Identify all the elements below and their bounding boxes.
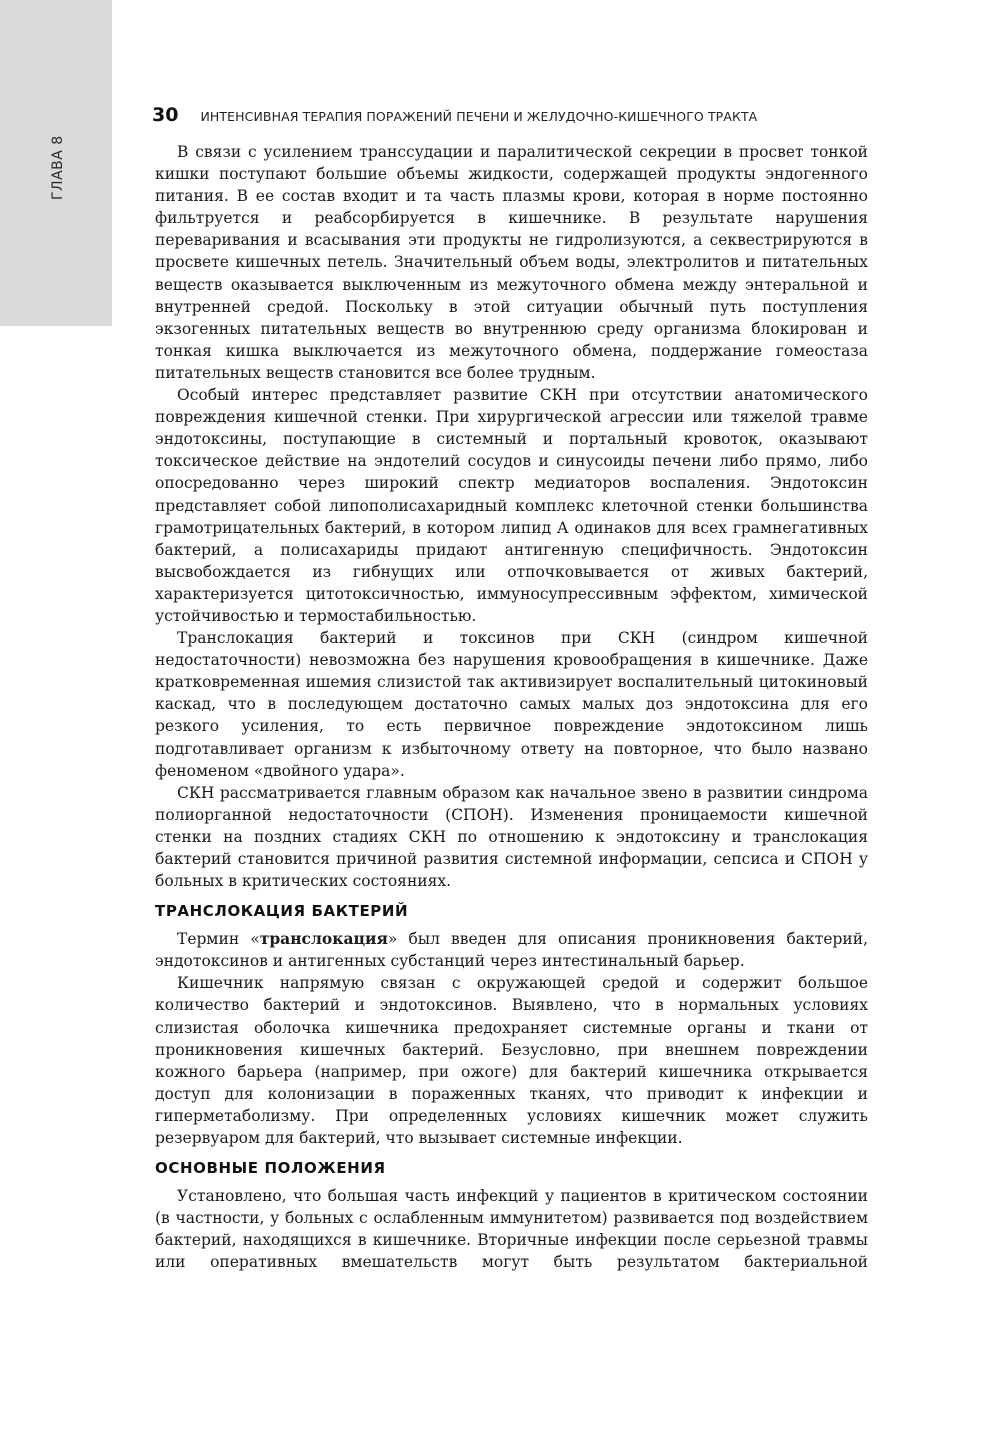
text-run: » был введен для описания проникновения бактерий, эндотоксинов и антигенных субстанций через интестинальный барьер.: [155, 930, 868, 971]
chapter-label: ГЛАВА 8: [50, 135, 66, 200]
paragraph: СКН рассматривается главным образом как начальное звено в развитии синдрома полиорганной недостаточности (СПОН). Изменения проницаемости кишечной стенки на поздних стадиях СКН по отношению к эндотоксину и транслокация бактерий становится причиной развития системной информации, сепсиса и СПОН у больных в критических состояниях.: [155, 783, 868, 891]
paragraph: Особый интерес представляет развитие СКН при отсутствии анатомического повреждения кишечной стенки. При хирургической агрессии или тяжелой травме эндотоксины, поступающие в системный и портальный кровоток, оказывают токсическое действие на эндотелий сосудов и синусоиды печени либо прямо, либо опосредованно через широкий спектр медиаторов воспаления. Эндотоксин представляет собой липополисахаридный комплекс клеточной стенки большинства грамотрицательных бактерий, в котором липид А одинаков для всех грамнегативных бактерий, а полисахариды придают антигенную специфичность. Эндотоксин высвобождается из гибнущих или отпочковывается от живых бактерий, характеризуется цитотоксичностью, иммуносупрессивным эффектом, химической устойчивостью и термостабильностью.: [155, 386, 868, 625]
paragraph: Транслокация бактерий и токсинов при СКН (синдром кишечной недостаточности) невозможна без нарушения кровообращения в кишечнике. Даже кратковременная ишемия слизистой так активизирует воспалительный цитокиновый каскад, что в последующем достаточно самых малых доз эндотоксина для его резкого усиления, то есть первичное повреждение эндотоксином лишь подготавливает организм к избыточному ответу на повторное, что было названо феноменом «двойного удара».: [155, 629, 868, 780]
page-number: 30: [152, 104, 179, 126]
paragraph: Установлено, что большая часть инфекций у пациентов в критическом состоянии (в частности, у больных с ослабленным иммунитетом) развивается под воздействием бактерий, находящихся в кишечнике. Вторичные инфекции после серьезной травмы или оперативных вмешательств могут быть результатом бактериальной: [155, 1187, 868, 1272]
paragraph: В связи с усилением транссудации и паралитической секреции в просвет тонкой кишки поступают большие объемы жидкости, содержащей продукты эндогенного питания. В ее состав входит и та часть плазмы крови, которая в норме постоянно фильтруется и реабсорбируется в кишечнике. В результате нарушения переваривания и всасывания эти продукты не гидролизуются, а секвестрируются в просвете кишечных петель. Значительный объем воды, электролитов и питательных веществ оказывается выключенным из межуточного обмена между энтеральной и внутренней средой. Поскольку в этой ситуации обычный путь поступления экзогенных питательных веществ во внутреннюю среду организма блокирован и тонкая кишка выключается из межуточного обмена, поддержание гомеостаза питательных веществ становится все более трудным.: [155, 143, 868, 382]
bold-term: транслокация: [259, 929, 388, 949]
section-heading-main-points: ОСНОВНЫЕ ПОЛОЖЕНИЯ: [155, 1159, 386, 1178]
running-header: [152, 104, 868, 128]
running-title: ИНТЕНСИВНАЯ ТЕРАПИЯ ПОРАЖЕНИЙ ПЕЧЕНИ И ЖЕЛУДОЧНО-КИШЕЧНОГО ТРАКТА: [200, 109, 758, 124]
paragraph: Кишечник напрямую связан с окружающей средой и содержит большое количество бактерий и эндотоксинов. Выявлено, что в нормальных условиях слизистая оболочка кишечника предохраняет системные органы и ткани от проникновения кишечных бактерий. Безусловно, при внешнем повреждении кожного барьера (например, при ожоге) для бактерий кишечника открывается доступ для колонизации в пораженных тканях, что приводит к инфекции и гиперметаболизму. При определенных условиях кишечник может служить резервуаром для бактерий, что вызывает системные инфекции.: [155, 974, 868, 1148]
paragraph-term-definition: [155, 928, 868, 972]
section-heading-translocation: ТРАНСЛОКАЦИЯ БАКТЕРИЙ: [155, 902, 409, 921]
text-run: Термин «: [177, 930, 260, 949]
chapter-side-tab: [0, 0, 112, 326]
page-body: [155, 141, 868, 1274]
